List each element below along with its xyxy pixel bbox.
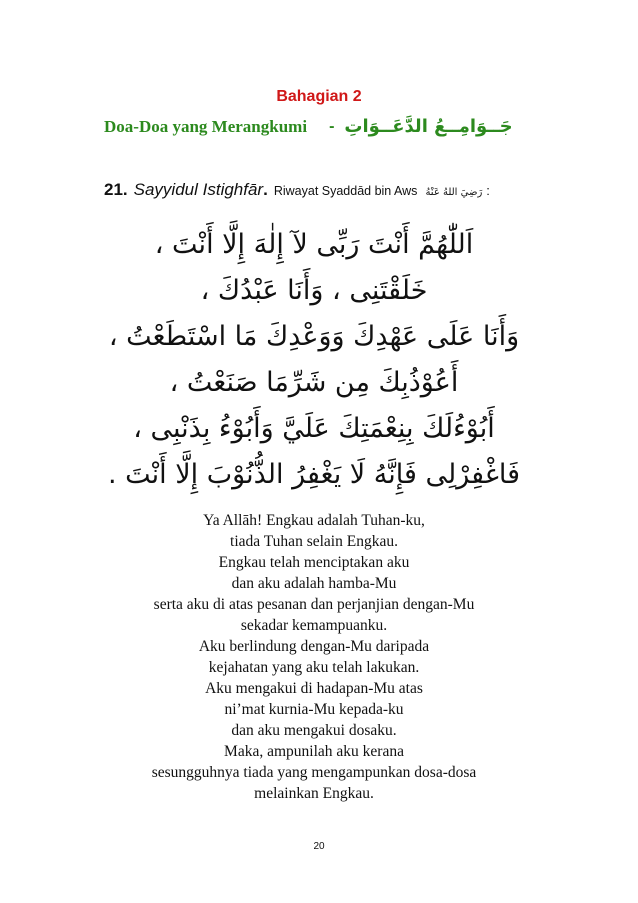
entry-number: 21. bbox=[104, 180, 128, 199]
translation-line: dan aku mengakui dosaku. bbox=[231, 722, 397, 739]
translation-line: ni’mat kurnia-Mu kepada-ku bbox=[224, 701, 404, 718]
arabic-line: أَعُوْذُبِكَ مِن شَرِّمَا صَنَعْتُ ، bbox=[169, 367, 459, 398]
translation-line: Ya Allāh! Engkau adalah Tuhan-ku, bbox=[203, 512, 425, 529]
translation-line: melainkan Engkau. bbox=[254, 785, 374, 802]
entry-name: Sayyidul Istighfār bbox=[133, 180, 264, 199]
entry-heading bbox=[104, 180, 524, 200]
arabic-line: أَبُوْءُلَكَ بِنِعْمَتِكَ عَلَيَّ وَأَبُوْءُ بِذَنْبِى ، bbox=[133, 413, 495, 444]
translation-line: Aku berlindung dengan-Mu daripada bbox=[198, 638, 430, 655]
translation-line: Maka, ampunilah aku kerana bbox=[224, 743, 404, 760]
honorific-glyph: رَضِيَ اللهُ عَنْهُ bbox=[425, 187, 483, 198]
translation-line: serta aku di atas pesanan dan perjanjian dengan-Mu bbox=[153, 596, 475, 613]
entry-narration: Riwayat Syaddād bin Aws bbox=[273, 184, 418, 198]
page-number: 20 bbox=[313, 841, 325, 852]
translation-line: Aku mengakui di hadapan-Mu atas bbox=[205, 680, 423, 697]
entry-name-dot: . bbox=[263, 180, 268, 199]
translation-line: Engkau telah menciptakan aku bbox=[218, 554, 410, 571]
arabic-line: وَأَنَا عَلَى عَهْدِكَ وَوَعْدِكَ مَا اسْتَطَعْتُ ، bbox=[108, 321, 520, 352]
chapter-title-latin: Doa-Doa yang Merangkumi bbox=[104, 116, 308, 136]
chapter-title-dash: - bbox=[329, 117, 335, 135]
section-label: Bahagian 2 bbox=[276, 88, 362, 105]
translation-line: sesungguhnya tiada yang mengampunkan dosa-dosa bbox=[151, 764, 477, 781]
translation-line: kejahatan yang aku telah lakukan. bbox=[208, 659, 420, 676]
entry-colon: : bbox=[486, 183, 490, 198]
arabic-line: خَلَقْتَنِى ، وَأَنَا عَبْدُكَ ، bbox=[200, 275, 428, 306]
chapter-title-arabic: جَــوَامِــعُ الدَّعَــوَاتِ bbox=[344, 116, 513, 137]
chapter-title bbox=[104, 116, 524, 137]
translation-line: sekadar kemampuanku. bbox=[240, 617, 388, 634]
malay-translation bbox=[104, 510, 524, 804]
arabic-line: فَاغْفِرْلِى فَإِنَّهُ لَا يَغْفِرُ الذُّنُوْبَ إِلَّا أَنْتَ . bbox=[107, 459, 521, 490]
arabic-line: اَللّٰهُمَّ أَنْتَ رَبِّى لآ إِلٰهَ إِلَّا أَنْتَ ، bbox=[154, 229, 474, 260]
translation-line: dan aku adalah hamba-Mu bbox=[231, 575, 397, 592]
arabic-prayer-text bbox=[104, 222, 524, 498]
translation-line: tiada Tuhan selain Engkau. bbox=[230, 533, 398, 550]
